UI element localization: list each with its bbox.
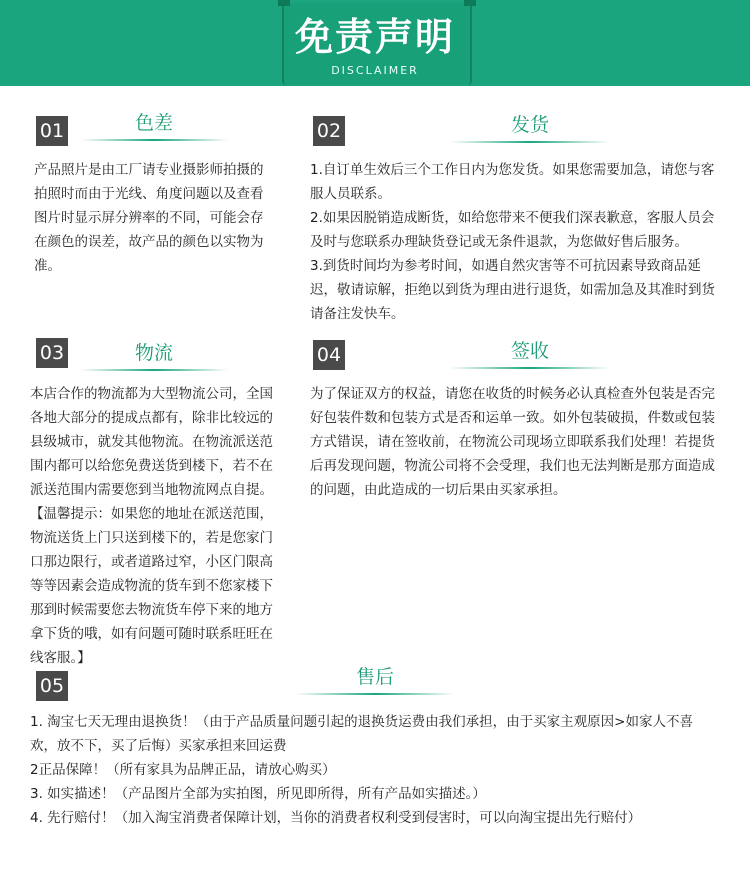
section-heading xyxy=(450,339,610,363)
section-body xyxy=(30,382,274,670)
heading-underline xyxy=(450,367,610,369)
paragraph: 2.如果因脱销造成断货，如给您带来不便我们深表歉意，客服人员会及时与您联系办理缺货登记或无条件退款，为您做好售后服务。 xyxy=(310,210,715,250)
section-number: 01 xyxy=(36,116,68,146)
section-heading xyxy=(450,113,610,137)
paragraph: 3. 如实描述！（产品图片全部为实拍图，所见即所得，所有产品如实描述。） xyxy=(30,786,486,802)
section-heading xyxy=(80,111,228,135)
paragraph: 2正品保障！（所有家具为品牌正品，请放心购买） xyxy=(30,762,336,778)
page-title: 免责声明 xyxy=(294,15,455,59)
paragraph: 3.到货时间均为参考时间，如遇自然灾害等不可抗因素导致商品延迟，敬请谅解，拒绝以到货为理由进行退货，如需加急及其准时到货请备注发快车。 xyxy=(310,258,715,322)
heading-underline xyxy=(80,139,228,141)
section-heading-text: 售后 xyxy=(355,666,394,688)
paragraph: 本店合作的物流都为大型物流公司，全国各地大部分的提成点都有，除非比较远的县级城市，就发其他物流。在物流派送范围内都可以给您免费送货到楼下，若不在派送范围内需要您到当地物流网点自提。 xyxy=(30,386,273,498)
section-number: 02 xyxy=(313,116,345,146)
disclaimer-banner xyxy=(0,0,750,86)
heading-underline xyxy=(450,141,610,143)
heading-underline xyxy=(295,693,455,695)
section-heading xyxy=(295,665,455,689)
section-heading-text: 发货 xyxy=(510,114,549,136)
section-body xyxy=(310,158,720,326)
section-heading-text: 色差 xyxy=(134,112,173,134)
section-heading-text: 签收 xyxy=(510,340,549,362)
section-heading-text: 物流 xyxy=(134,342,173,364)
paragraph: 为了保证双方的权益，请您在收货的时候务必认真检查外包装是否完好包装件数和包装方式是否和运单一致。如外包装破损，件数或包装方式错误，请在签收前，在物流公司现场立即联系我们处理！若提货后再发现问题，物流公司将不会受理，我们也无法判断是那方面造成的问题，由此造成的一切后果由买家承担。 xyxy=(310,386,715,498)
section-body xyxy=(310,382,720,502)
heading-underline xyxy=(80,369,228,371)
section-body xyxy=(34,158,274,278)
page-subtitle: DISCLAIMER xyxy=(331,64,419,77)
section-body xyxy=(30,710,700,830)
section-number: 05 xyxy=(36,671,68,701)
paragraph: 1. 淘宝七天无理由退换货！（由于产品质量问题引起的退换货运费由我们承担，由于买家主观原因>如家人不喜欢，放不下，买了后悔）买家承担来回运费 xyxy=(30,714,693,754)
paragraph: 4. 先行赔付！（加入淘宝消费者保障计划，当你的消费者权利受到侵害时，可以向淘宝提出先行赔付） xyxy=(30,810,642,826)
paragraph: 【温馨提示：如果您的地址在派送范围，物流送货上门只送到楼下的，若是您家门口那边限行，或者道路过窄，小区门限高等等因素会造成物流的货车到不您家楼下那到时候需要您去物流货车停下来的地方拿下货的哦，如有问题可随时联系旺旺在线客服。】 xyxy=(30,506,273,666)
section-heading xyxy=(80,341,228,365)
section-number: 03 xyxy=(36,338,68,368)
section-number: 04 xyxy=(313,340,345,370)
paragraph: 1.自订单生效后三个工作日内为您发货。如果您需要加急，请您与客服人员联系。 xyxy=(310,162,715,202)
paragraph: 产品照片是由工厂请专业摄影师拍摄的拍照时而由于光线、角度问题以及查看图片时显示屏分辨率的不同，可能会存在颜色的误差，故产品的颜色以实物为准。 xyxy=(34,162,264,274)
